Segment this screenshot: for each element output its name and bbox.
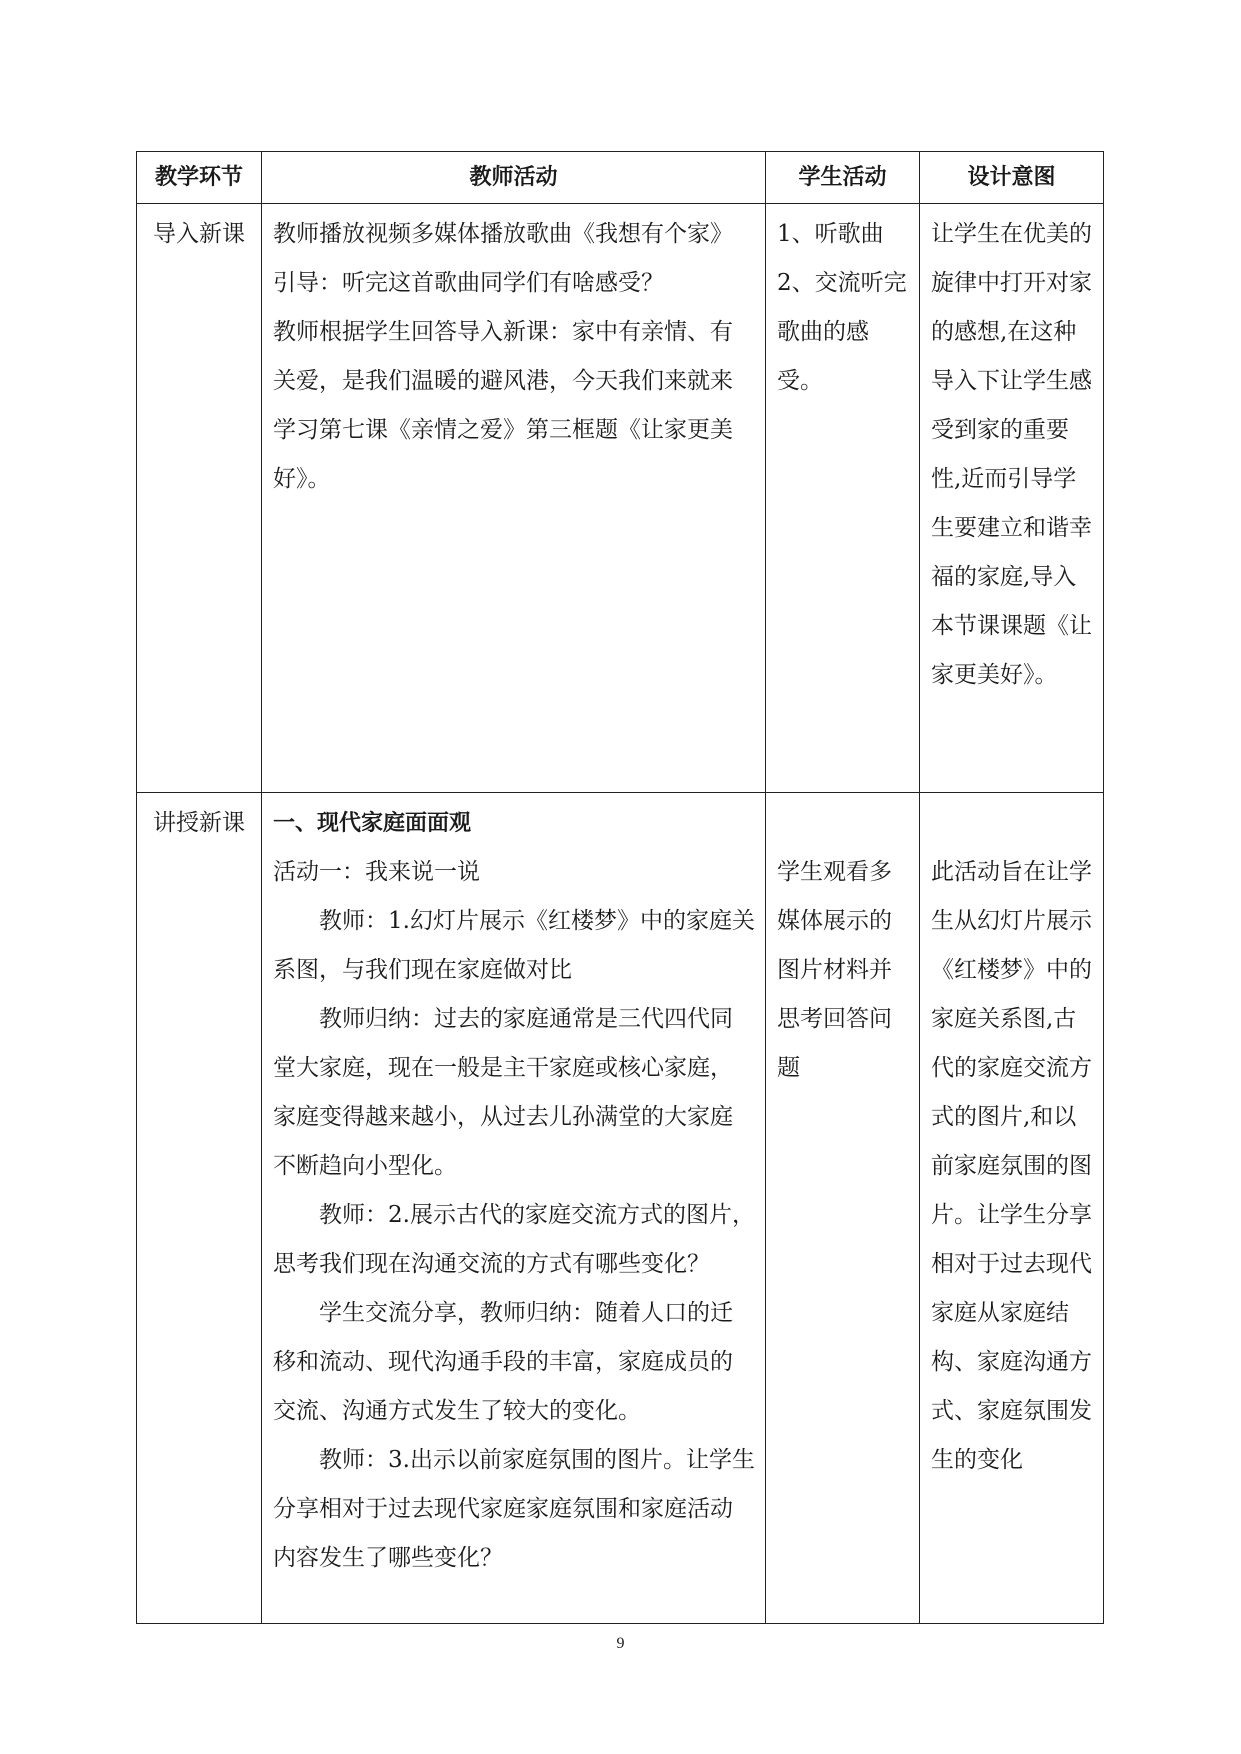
header-stage: 教学环节 <box>137 152 262 204</box>
student-line: 1、听歌曲 <box>777 221 884 247</box>
teacher-line: 引导：听完这首歌曲同学们有啥感受？ <box>273 270 664 296</box>
design-intent-cell <box>920 793 1104 1624</box>
lesson-plan-table <box>136 151 1104 1624</box>
teacher-activity-cell <box>262 793 766 1624</box>
teacher-activity-cell <box>262 204 766 793</box>
header-row <box>137 152 1104 204</box>
teacher-paragraph: 学生交流分享，教师归纳：随着人口的迁移和流动、现代沟通手段的丰富，家庭成员的交流、沟通方式发生了较大的变化。 <box>273 1300 733 1424</box>
header-teacher-activity: 教师活动 <box>262 152 766 204</box>
student-line: 2、交流听完歌曲的感受。 <box>777 270 907 394</box>
header-student-activity: 学生活动 <box>766 152 920 204</box>
student-activity-cell <box>766 793 920 1624</box>
teacher-line: 教师根据学生回答导入新课：家中有亲情、有关爱，是我们温暖的避风港，今天我们来就来学习第七课《亲情之爱》第三框题《让家更美好》。 <box>273 319 733 492</box>
page-number: 9 <box>616 1635 625 1652</box>
teacher-line: 教师播放视频多媒体播放歌曲《我想有个家》 <box>273 221 733 247</box>
section-heading: 一、现代家庭面面观 <box>273 811 472 836</box>
student-activity-cell <box>766 204 920 793</box>
student-line: 学生观看多媒体展示的图片材料并思考回答问题 <box>777 859 892 1081</box>
table-row-intro <box>137 204 1104 793</box>
header-design-intent: 设计意图 <box>920 152 1104 204</box>
stage-cell: 讲授新课 <box>137 793 262 1624</box>
stage-cell: 导入新课 <box>137 204 262 793</box>
design-intent-cell: 让学生在优美的旋律中打开对家的感想,在这种导入下让学生感受到家的重要性,近而引导学生要建立和谐幸福的家庭,导入本节课课题《让家更美好》。 <box>920 204 1104 793</box>
activity-title: 活动一：我来说一说 <box>273 859 480 885</box>
teacher-paragraph: 教师：3.出示以前家庭氛围的图片。让学生分享相对于过去现代家庭家庭氛围和家庭活动内容发生了哪些变化？ <box>273 1447 755 1571</box>
teacher-paragraph: 教师归纳：过去的家庭通常是三代四代同堂大家庭，现在一般是主干家庭或核心家庭，家庭变得越来越小，从过去儿孙满堂的大家庭不断趋向小型化。 <box>273 1006 733 1179</box>
table-row-new-lesson <box>137 793 1104 1624</box>
teacher-paragraph: 教师：1.幻灯片展示《红楼梦》中的家庭关系图，与我们现在家庭做对比 <box>273 908 755 983</box>
intent-text: 此活动旨在让学生从幻灯片展示《红楼梦》中的家庭关系图,古代的家庭交流方式的图片,和以前家庭氛围的图片。让学生分享相对于过去现代家庭从家庭结构、家庭沟通方式、家庭氛围发生的变化 <box>931 859 1092 1473</box>
teacher-paragraph: 教师：2.展示古代的家庭交流方式的图片，思考我们现在沟通交流的方式有哪些变化？ <box>273 1202 755 1277</box>
